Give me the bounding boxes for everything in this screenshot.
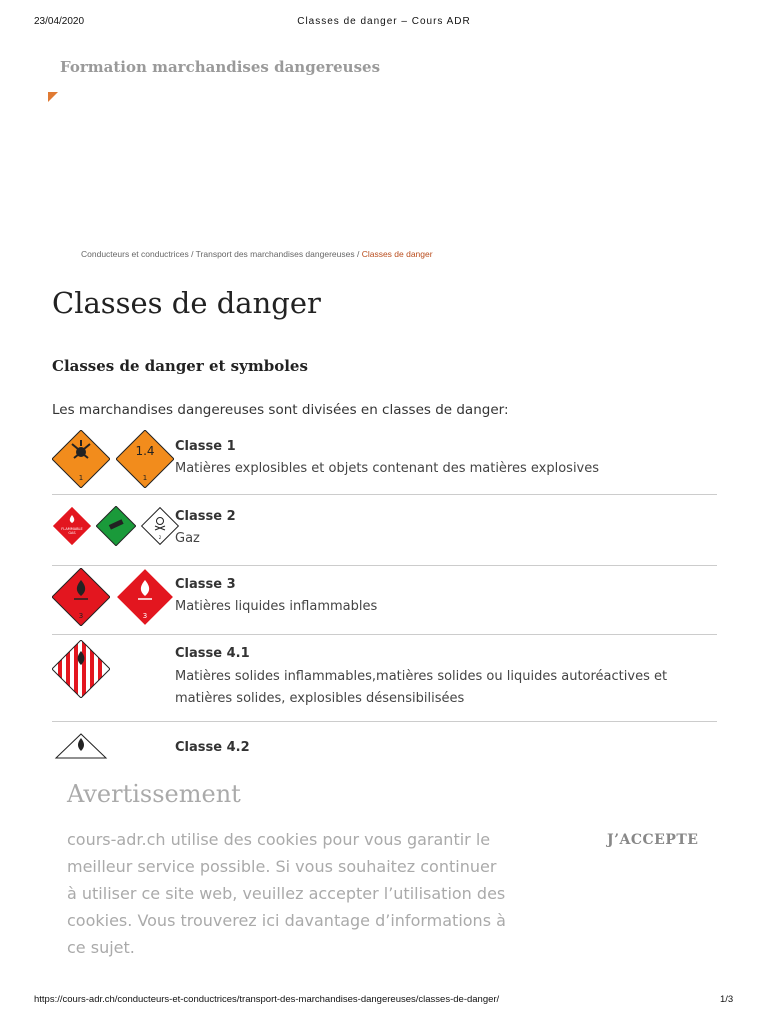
explosive-1-4-icon [116,430,174,488]
class-3-label: Classe 3 [175,577,236,592]
class-4-2-icons [52,730,110,760]
class-1-icons [52,430,174,488]
print-page-number: 1/3 [720,994,734,1005]
class-4-1-label: Classe 4.1 [175,646,250,661]
class-row-3 [52,568,717,635]
flammable-gas-icon [52,506,92,546]
toxic-gas-icon [140,506,180,546]
breadcrumb-separator: / [354,249,362,259]
class-4-2-label: Classe 4.2 [175,740,250,755]
accept-cookies-button[interactable]: J’ACCEPTE [607,832,699,848]
flammable-liquid-white-icon [116,568,174,626]
cookie-text: cours-adr.ch utilise des cookies pour vous garantir le meilleur service possible. Si vous souhaitez continuer à utiliser ce site web, veuillez accepter l’utilisation des cookies. Vous trouverez ici davantage d’informations à ce sujet. [67,830,506,957]
print-url: https://cours-adr.ch/conducteurs-et-conductrices/transport-des-marchandises-dangereuses/classes-de-danger/ [34,994,500,1005]
svg-text:3: 3 [142,612,148,620]
print-date: 23/04/2020 [34,16,85,27]
class-3-icons [52,568,174,626]
flammable-liquid-icon [52,568,110,626]
cookie-banner [0,770,768,992]
non-flammable-gas-icon [96,506,136,546]
spontaneously-combustible-icon [52,730,110,760]
page-title: Classes de danger [52,286,321,320]
svg-text:1: 1 [78,474,84,482]
breadcrumb [81,249,433,259]
class-1-desc: Matières explosibles et objets contenant des matières explosives [175,461,600,476]
svg-text:FLAMMABLE: FLAMMABLE [61,527,83,531]
class-2-desc: Gaz [175,531,200,546]
section-heading: Classes de danger et symboles [52,357,308,375]
site-title[interactable]: Formation marchandises dangereuses [60,58,381,76]
class-row-4-1 [52,640,717,722]
class-1-label: Classe 1 [175,439,236,454]
svg-text:3: 3 [78,612,84,620]
class-2-label: Classe 2 [175,509,236,524]
class-row-1 [52,430,717,495]
explosive-bomb-icon [52,430,110,488]
menu-triangle-icon[interactable] [48,92,58,102]
svg-text:1: 1 [142,474,148,482]
intro-text: Les marchandises dangereuses sont divisées en classes de danger: [52,402,509,418]
svg-text:2: 2 [158,535,162,540]
breadcrumb-current: Classes de danger [361,249,433,259]
print-title: Classes de danger – Cours ADR [297,16,471,27]
class-row-2 [52,506,717,566]
breadcrumb-link-transport[interactable]: Transport des marchandises dangereuses [195,249,355,259]
class-3-desc: Matières liquides inflammables [175,599,378,614]
cookie-heading: Avertissement [67,780,241,808]
explosive-1-4-label: 1.4 [135,444,155,458]
class-4-1-icons [52,640,110,698]
flammable-solid-icon [52,640,110,698]
class-row-4-2 [52,730,717,760]
class-4-1-desc: Matières solides inflammables,matières solides ou liquides autoréactives et matières solides, explosibles désensibilisées [175,669,668,706]
breadcrumb-separator: / [188,249,196,259]
svg-text:GAS: GAS [68,531,76,535]
breadcrumb-link-conducteurs[interactable]: Conducteurs et conductrices [81,249,189,259]
class-2-icons [52,506,180,546]
